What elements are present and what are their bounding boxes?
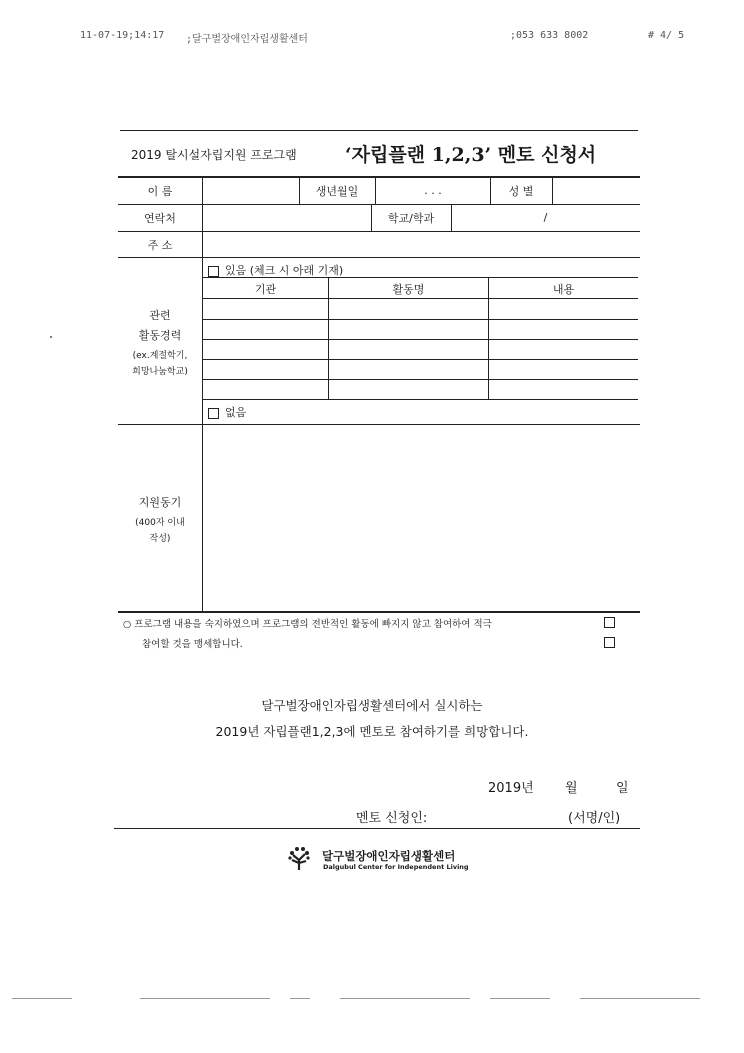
has-experience-label: 있음 (체크 시 아래 기재): [225, 264, 344, 277]
date-year: 2019년: [488, 781, 534, 796]
school-field[interactable]: /: [543, 211, 548, 224]
name-label: 이 름: [147, 185, 173, 198]
logo-name-ko: 달구벌장애인자립생활센터: [322, 849, 456, 863]
address-label: 주 소: [147, 239, 173, 252]
experience-example: (ex.계절학기,: [132, 351, 188, 361]
table-row: [203, 359, 638, 360]
motivation-hint: (400자 이내: [135, 518, 185, 528]
date-month: 월: [565, 781, 578, 796]
birth-label: 생년월일: [315, 185, 359, 198]
col-activity-header: 활동명: [392, 283, 425, 296]
gender-field[interactable]: [554, 178, 638, 203]
fax-phone: ;053 633 8002: [510, 30, 589, 41]
signature-line: [114, 828, 640, 829]
form-title-prefix: 2019 탈시설자립지원 프로그램: [131, 148, 297, 162]
has-experience-checkbox[interactable]: [208, 266, 219, 277]
address-field[interactable]: [203, 232, 638, 257]
form-bottom-border: [118, 611, 640, 613]
col-org-header: 기관: [254, 283, 277, 296]
scan-artifact-line: [490, 998, 550, 999]
table-row: [203, 339, 638, 340]
row-divider: [203, 298, 638, 299]
experience-label: 관련: [149, 309, 171, 322]
applicant-signature-field[interactable]: [450, 806, 560, 826]
experience-example: 희망나눔학교): [132, 367, 188, 377]
col-divider: [488, 277, 489, 399]
no-experience-label: 없음: [225, 406, 247, 419]
contact-label: 연락처: [144, 212, 176, 225]
row-divider: [203, 277, 638, 278]
name-field[interactable]: [203, 178, 299, 203]
pledge-text: ○ 프로그램 내용을 숙지하였으며 프로그램의 전반적인 활동에 빠지지 않고 참여하여 적극: [123, 619, 492, 630]
col-content-header: 내용: [552, 283, 575, 296]
applicant-label: 멘토 신청인:: [356, 811, 428, 826]
divider: [451, 205, 452, 231]
scan-artifact-line: [580, 998, 700, 999]
no-experience-option[interactable]: [208, 404, 246, 420]
logo-name-en: Dalgubul Center for Independent Living: [323, 863, 469, 871]
declaration-line: 달구벌장애인자립생활센터에서 실시하는: [261, 698, 483, 713]
divider: [375, 178, 376, 204]
fax-sender: ;달구벌장애인자립생활센터: [186, 34, 308, 45]
table-row: [203, 379, 638, 380]
row-divider: [118, 257, 640, 258]
logo-mark: [288, 846, 310, 870]
table-row: [203, 399, 638, 400]
pledge-text: 참여할 것을 맹세합니다.: [142, 639, 243, 650]
signature-label: (서명/인): [568, 811, 621, 826]
birth-field[interactable]: . . .: [424, 184, 442, 197]
no-experience-checkbox[interactable]: [208, 408, 219, 419]
pledge-checkbox[interactable]: [604, 637, 615, 648]
table-row: [203, 319, 638, 320]
col-divider: [328, 277, 329, 399]
motivation-textarea[interactable]: [203, 425, 638, 611]
motivation-label: 지원동기: [138, 496, 182, 509]
pledge-checkbox[interactable]: [604, 617, 615, 628]
divider: [552, 178, 553, 204]
school-label: 학교/학과: [387, 212, 435, 225]
fax-page: # 4/ 5: [648, 30, 685, 41]
gender-label: 성 별: [508, 185, 534, 198]
motivation-hint: 작성): [149, 534, 171, 544]
fax-date-time: 11-07-19;14:17: [80, 30, 165, 41]
experience-label: 활동경력: [138, 329, 182, 342]
scan-speck: [50, 336, 52, 338]
form-title: ‘자립플랜 1,2,3’ 멘토 신청서: [345, 144, 597, 166]
scan-artifact-line: [290, 998, 310, 999]
has-experience-option[interactable]: [208, 262, 343, 278]
scan-artifact-line: [140, 998, 270, 999]
contact-field[interactable]: [203, 205, 371, 230]
declaration-line: 2019년 자립플랜1,2,3에 멘토로 참여하기를 희망합니다.: [215, 724, 529, 739]
date-day: 일: [616, 781, 629, 796]
scan-artifact-line: [340, 998, 470, 999]
scan-artifact-line: [12, 998, 72, 999]
form-top-border: [120, 130, 638, 131]
